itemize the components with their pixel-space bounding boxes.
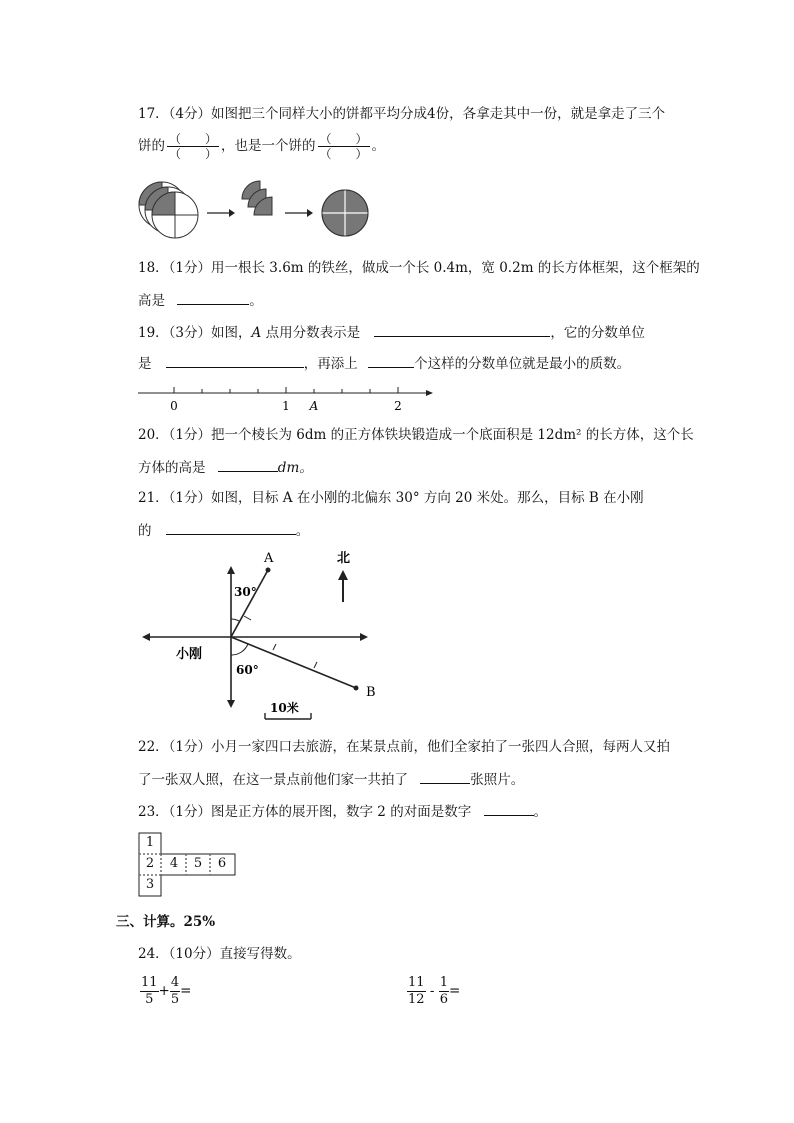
scale-label: 10米 (270, 701, 299, 715)
axis-label-a: A (309, 399, 319, 413)
expr1-op: + (158, 983, 170, 999)
expr1-fraction-a (140, 975, 159, 1008)
arrow-right-icon-2 (285, 209, 313, 217)
angle-30-label: 30° (234, 585, 257, 599)
expr2-fraction-a (407, 975, 426, 1008)
q22-line1: 22．（1分）小月一家四口去旅游，在某景点前，他们全家拍了一张四人合照，每两人又拍 (138, 739, 671, 755)
section-3-title: 三、计算。25% (116, 914, 216, 930)
q22-prefix: 了一张双人照，在这一景点前他们家一共拍了 (138, 772, 408, 788)
q24-line1: 24．（10分）直接写得数。 (138, 946, 301, 962)
q24-expr-1[interactable] (140, 975, 191, 1008)
expr1-fraction-b (170, 975, 180, 1008)
q21-line1: 21．（1分）如图，目标 A 在小刚的北偏东 30° 方向 20 米处。那么，目标 B 在小刚 (138, 490, 644, 506)
q17-fraction-1-bottom: （ ） (169, 147, 218, 161)
q23-suffix: 。 (533, 804, 547, 820)
q17-mid: ，也是一个饼的 (221, 138, 316, 154)
q17-prefix: 饼的 (138, 138, 165, 154)
expr2-eq: = (448, 983, 461, 999)
q19-line1-suffix: ，它的分数单位 (550, 325, 645, 341)
angle-60-label: 60° (236, 663, 259, 677)
q18-line1: 18．（1分）用一根长 3.6m 的铁丝，做成一个长 0.4m，宽 0.2m 的长方体框架，这个框架的 (138, 260, 700, 276)
q19-answer-blank-3[interactable] (368, 353, 414, 368)
stacked-cakes-icon (139, 182, 198, 238)
q20-answer-blank[interactable] (218, 457, 278, 472)
q23-cube-net (138, 832, 238, 898)
q19-answer-blank-2[interactable] (166, 353, 304, 368)
q21-suffix: 。 (295, 523, 310, 539)
q18-suffix: 。 (249, 293, 263, 309)
q20-suffix: dm。 (277, 460, 313, 476)
q19-number-line (134, 380, 434, 414)
q17-fraction-2-bottom: （ ） (319, 147, 368, 161)
net-cell-5: 5 (193, 856, 203, 871)
expr1-a-den: 5 (145, 992, 154, 1007)
q17-cake-figure (135, 175, 375, 245)
label-b: B (366, 685, 376, 700)
q21-line2 (138, 520, 309, 540)
q17-fraction-2-top: （ ） (319, 132, 368, 146)
q17-line1: 17．（4分）如图把三个同样大小的饼都平均分成4份，各拿走其中一份，就是拿走了三个 (138, 106, 666, 122)
expr1-eq: = (180, 983, 192, 999)
ray-to-a (231, 570, 268, 637)
expr2-b-den: 6 (439, 992, 448, 1007)
q20-prefix: 方体的高是 (138, 460, 206, 476)
expr2-b-num: 1 (439, 975, 448, 990)
q19-line1-mid: 点用分数表示是 (265, 325, 361, 341)
label-a: A (264, 551, 274, 566)
axis-label-1: 1 (282, 399, 290, 413)
net-cell-6: 6 (217, 856, 227, 871)
three-quarter-pieces-icon (242, 181, 272, 215)
q18-answer-blank[interactable] (177, 290, 249, 305)
q17-fraction-2 (318, 132, 370, 161)
person-label: 小刚 (176, 647, 203, 662)
q19-line2-mid: ，再添上 (303, 356, 358, 372)
axis-label-2: 2 (394, 399, 402, 413)
q18-line2 (138, 290, 263, 310)
q23-answer-blank[interactable] (484, 801, 534, 816)
q21-direction-figure (138, 548, 388, 728)
expr1-b-num: 4 (170, 975, 180, 990)
q21-answer-blank[interactable] (166, 520, 296, 535)
q19-line1-prefix: 19．（3分）如图， (138, 325, 252, 341)
expr2-op: - (429, 983, 435, 999)
q17-fraction-1 (167, 132, 219, 161)
q22-line2 (138, 769, 524, 789)
q18-prefix: 高是 (138, 293, 165, 309)
q19-line2-suffix: 个这样的分数单位就是最小的质数。 (414, 356, 631, 372)
q22-answer-blank[interactable] (420, 769, 470, 784)
net-cell-3: 3 (145, 877, 155, 892)
number-line-ticks (174, 387, 398, 393)
q19-line1 (138, 322, 645, 342)
arrow-right-icon-1 (207, 209, 235, 217)
expr1-b-den: 5 (170, 992, 180, 1007)
net-cell-4: 4 (169, 856, 179, 871)
full-cake-icon (322, 190, 368, 236)
q19-point-label: A (251, 325, 262, 341)
q19-line2 (138, 353, 630, 373)
q24-expr-2[interactable] (407, 975, 460, 1008)
expr2-a-num: 11 (408, 975, 425, 990)
q17-suffix: 。 (371, 138, 386, 154)
expr2-fraction-b (439, 975, 449, 1008)
expr2-a-den: 12 (408, 992, 425, 1007)
north-label: 北 (337, 551, 351, 566)
net-cell-1: 1 (145, 835, 155, 850)
q19-answer-blank-1[interactable] (374, 322, 550, 337)
q22-suffix: 张照片。 (470, 772, 525, 788)
q17-line2 (138, 132, 385, 161)
q20-line1: 20．（1分）把一个棱长为 6dm 的正方体铁块锻造成一个底面积是 12dm² 的长方体，这个长 (138, 427, 694, 443)
expr1-a-num: 11 (141, 975, 158, 990)
q19-line2-prefix: 是 (138, 356, 152, 372)
q23-line1 (138, 801, 547, 821)
q21-prefix: 的 (138, 523, 152, 539)
axis-label-0: 0 (170, 399, 178, 413)
net-cell-2: 2 (145, 856, 155, 871)
q23-prefix: 23．（1分）图是正方体的展开图，数字 2 的对面是数字 (138, 804, 472, 820)
q20-line2 (138, 457, 313, 477)
q17-fraction-1-top: （ ） (169, 132, 218, 146)
